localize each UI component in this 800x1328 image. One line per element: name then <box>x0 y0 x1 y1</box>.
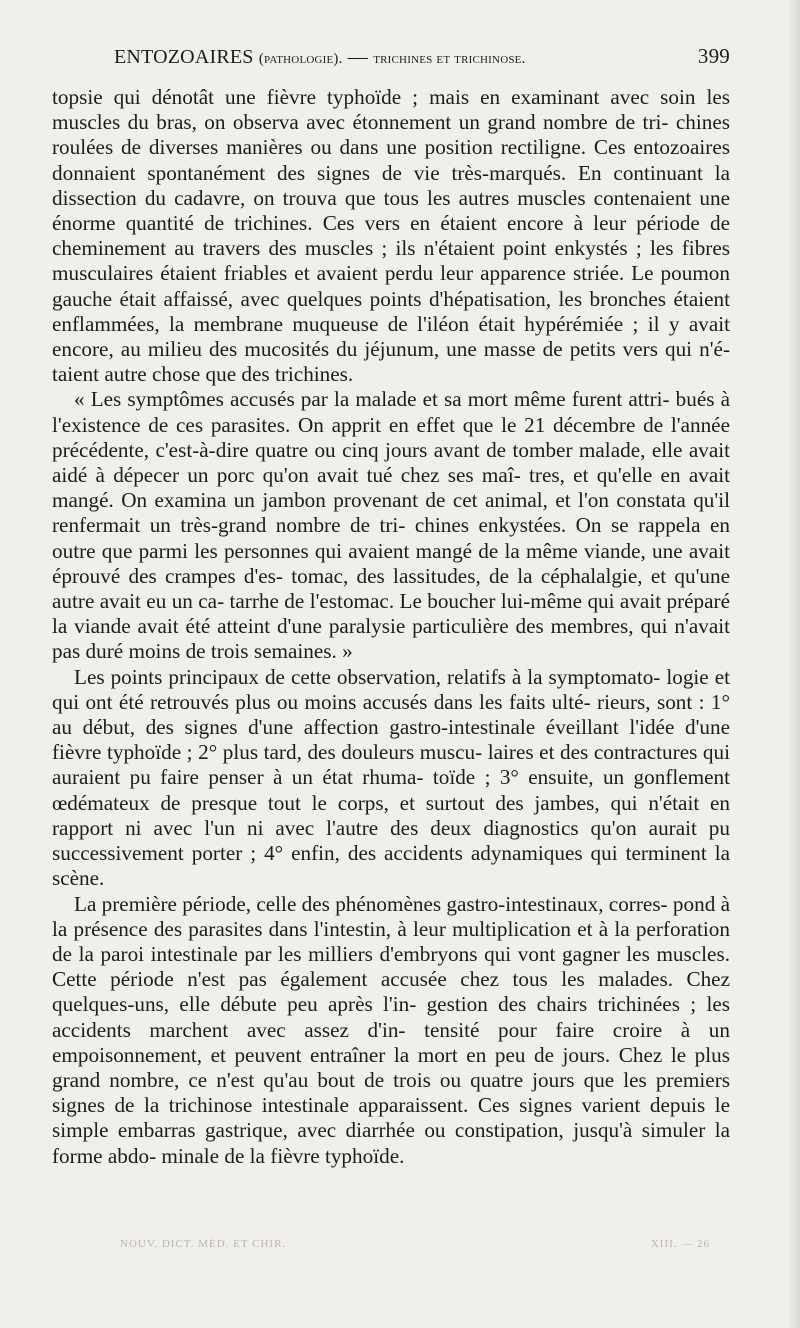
running-title <box>114 46 526 69</box>
body-text <box>52 85 730 1169</box>
footer-signature: NOUV. DICT. MÉD. ET CHIR. <box>120 1238 287 1250</box>
page-footer <box>120 1238 710 1250</box>
paragraph-4: La première période, celle des phénomènes gastro-intestinaux, corres- pond à la présence des parasites dans l'intestin, à leur multiplication et à la perforation de la paroi intestinale par les milliers d'embryons qui vont gagner les muscles. Cette période n'est pas également accusée chez tous les malades. Chez quelques-uns, elle débute peu après l'in- gestion des chairs trichinées ; les accidents marchent avec assez d'in- tensité pour faire croire à un empoisonnement, et peuvent entraîner la mort en peu de jours. Chez le plus grand nombre, ce n'est qu'au bout de trois ou quatre jours que les premiers signes de la trichinose intestinale apparaissent. Ces signes varient depuis le simple embarras gastrique, avec diarrhée ou constipation, jusqu'à simuler la forme abdo- minale de la fièvre typhoïde. <box>52 891 730 1168</box>
header-title: ENTOZOAIRES <box>114 46 254 68</box>
running-header <box>114 44 730 69</box>
paragraph-2: « Les symptômes accusés par la malade et sa mort même furent attri- bués à l'existence de ces parasites. On apprit en effet que le 21 décembre de l'année précédente, c'est-à-dire quatre ou cinq jours avant de tomber malade, elle avait aidé à dépecer un porc qu'on avait tué chez ses maî- tres, et qu'elle en avait mangé. On examina un jambon provenant de cet animal, et l'on constata qu'il renfermait un très-grand nombre de tri- chines enkystées. On se rappela en outre que parmi les personnes qui avaient mangé de la même viande, une avait éprouvé des crampes d'es- tomac, des lassitudes, de la céphalalgie, et qu'une autre avait eu un ca- tarrhe de l'estomac. Le boucher lui-même qui avait préparé la viande avait été atteint d'une paralysie particulière des membres, qui n'avait pas duré moins de trois semaines. » <box>52 387 730 664</box>
paragraph-1: topsie qui dénotât une fièvre typhoïde ; mais en examinant avec soin les muscles du bras, on observa avec étonnement un grand nombre de tri- chines roulées de diverses manières ou dans une position rectiligne. Ces entozoaires donnaient spontanément des signes de vie très-marqués. En continuant la dissection du cadavre, on trouva que tous les autres muscles contenaient une énorme quantité de trichines. Ces vers en étaient encore à leur période de cheminement au travers des muscles ; ils n'étaient point enkystés ; les fibres musculaires étaient friables et avaient perdu leur apparence striée. Le poumon gauche était affaissé, avec quelques points d'hépatisation, les bronches étaient enflammées, la membrane muqueuse de l'iléon était hypérémiée ; il y avait encore, au milieu des mucosités du jéjunum, une masse de petits vers qui n'é- taient autre chose que des trichines. <box>52 85 730 387</box>
header-subject: trichines et trichinose. <box>373 51 526 67</box>
paragraph-3: Les points principaux de cette observation, relatifs à la symptomato- logie et qui ont été retrouvés plus ou moins accusés dans les faits ulté- rieurs, sont : 1° au début, des signes d'une affection gastro-intestinale éveillant l'idée d'une fièvre typhoïde ; 2° plus tard, des douleurs muscu- laires et des contractures qui auraient pu faire penser à un état rhuma- toïde ; 3° ensuite, un gonflement œdémateux de presque tout le corps, et surtout des jambes, qui n'était en rapport ni avec l'un ni avec l'autre des deux diagnostics qu'on aurait pu successivement porter ; 4° enfin, des accidents adynamiques qui terminent la scène. <box>52 664 730 891</box>
header-dash: — <box>347 46 368 68</box>
page-edge-shadow <box>788 0 800 1328</box>
footer-sheet: XIII. — 26 <box>650 1238 710 1250</box>
header-section-note: (pathologie). <box>258 51 343 67</box>
page-number: 399 <box>697 44 730 68</box>
